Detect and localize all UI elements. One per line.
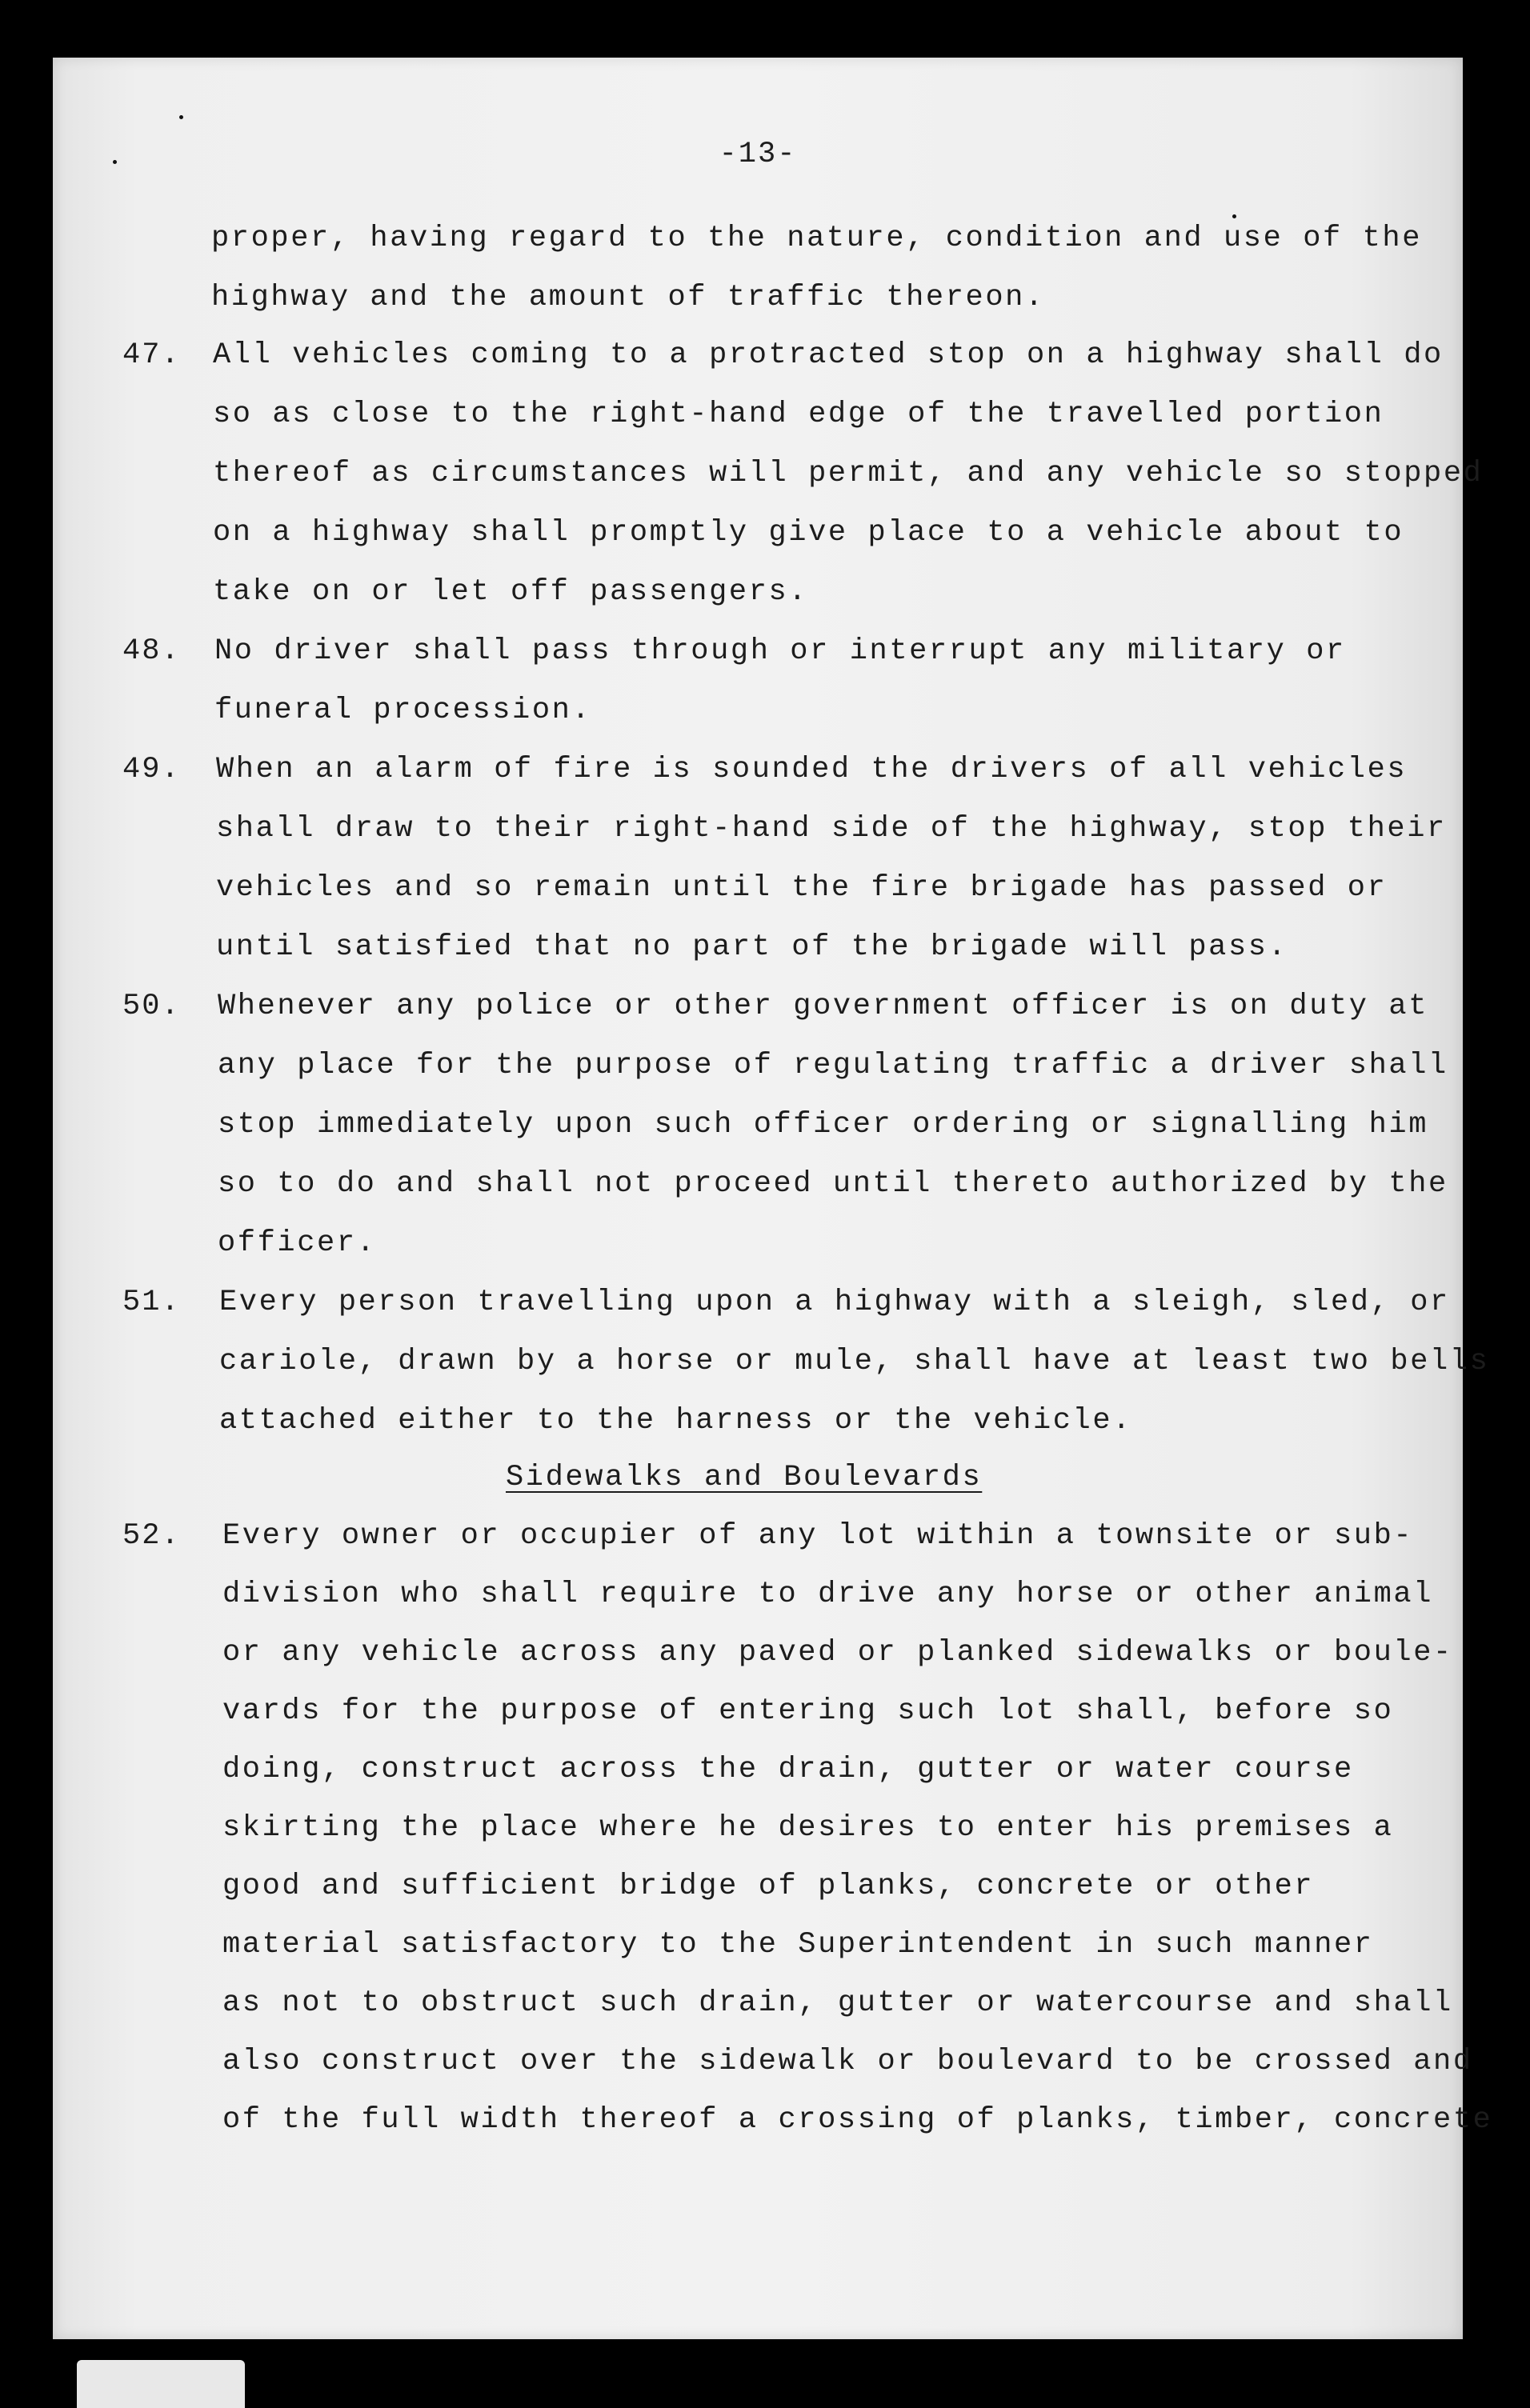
text-line: take on or let off passengers. <box>213 575 809 609</box>
text-line: attached either to the harness or the vehicle. <box>219 1404 1132 1438</box>
section-number-48: 48. <box>122 634 181 668</box>
text-line: stop immediately upon such officer ordering or signalling him <box>218 1108 1429 1142</box>
text-line: Every owner or occupier of any lot within a townsite or sub- <box>222 1519 1414 1553</box>
text-line: officer. <box>218 1226 377 1260</box>
text-line: so as close to the right-hand edge of the travelled portion <box>213 398 1384 431</box>
text-line: material satisfactory to the Superintendent in such manner <box>222 1928 1374 1962</box>
text-line: skirting the place where he desires to enter his premises a <box>222 1811 1394 1845</box>
text-line: When an alarm of fire is sounded the drivers of all vehicles <box>216 753 1408 786</box>
section-number-50: 50. <box>122 990 181 1023</box>
section-number-47: 47. <box>122 338 181 372</box>
text-line: All vehicles coming to a protracted stop on a highway shall do <box>213 338 1444 372</box>
document-page <box>53 58 1493 2339</box>
section-heading: Sidewalks and Boulevards <box>506 1461 983 1494</box>
text-line: vards for the purpose of entering such lot shall, before so <box>222 1694 1394 1728</box>
text-line: division who shall require to drive any horse or other animal <box>222 1578 1434 1611</box>
text-line: funeral procession. <box>214 694 592 727</box>
text-line: or any vehicle across any paved or planked sidewalks or boule- <box>222 1636 1453 1670</box>
text-line: highway and the amount of traffic thereon. <box>211 281 1045 314</box>
text-line: as not to obstruct such drain, gutter or watercourse and shall <box>222 1986 1453 2020</box>
text-line: good and sufficient bridge of planks, concrete or other <box>222 1870 1315 1903</box>
text-line: until satisfied that no part of the brigade will pass. <box>216 930 1288 964</box>
scan-edge-tab <box>77 2360 245 2408</box>
scan-speck <box>113 160 117 164</box>
text-line: on a highway shall promptly give place to a vehicle about to <box>213 516 1404 550</box>
text-line: vehicles and so remain until the fire brigade has passed or <box>216 871 1388 905</box>
text-line: also construct over the sidewalk or boulevard to be crossed and <box>222 2045 1473 2078</box>
text-line: No driver shall pass through or interrupt any military or <box>214 634 1346 668</box>
section-number-49: 49. <box>122 753 181 786</box>
text-line: so to do and shall not proceed until thereto authorized by the <box>218 1167 1448 1201</box>
text-line: doing, construct across the drain, gutter or water course <box>222 1753 1354 1786</box>
scan-speck <box>179 115 183 119</box>
text-line: cariole, drawn by a horse or mule, shall have at least two bells <box>219 1345 1490 1378</box>
text-line: any place for the purpose of regulating traffic a driver shall <box>218 1049 1448 1082</box>
page-number: -13- <box>719 138 797 171</box>
section-number-52: 52. <box>122 1519 181 1553</box>
section-number-51: 51. <box>122 1286 181 1319</box>
text-line: Whenever any police or other government officer is on duty at <box>218 990 1429 1023</box>
text-line: Every person travelling upon a highway with a sleigh, sled, or <box>219 1286 1450 1319</box>
scan-speck <box>1232 214 1236 218</box>
text-line: proper, having regard to the nature, condition and use of the <box>211 222 1423 255</box>
text-line: of the full width thereof a crossing of planks, timber, concrete <box>222 2103 1493 2137</box>
text-line: thereof as circumstances will permit, and any vehicle so stopped <box>213 457 1484 490</box>
text-line: shall draw to their right-hand side of the highway, stop their <box>216 812 1447 846</box>
